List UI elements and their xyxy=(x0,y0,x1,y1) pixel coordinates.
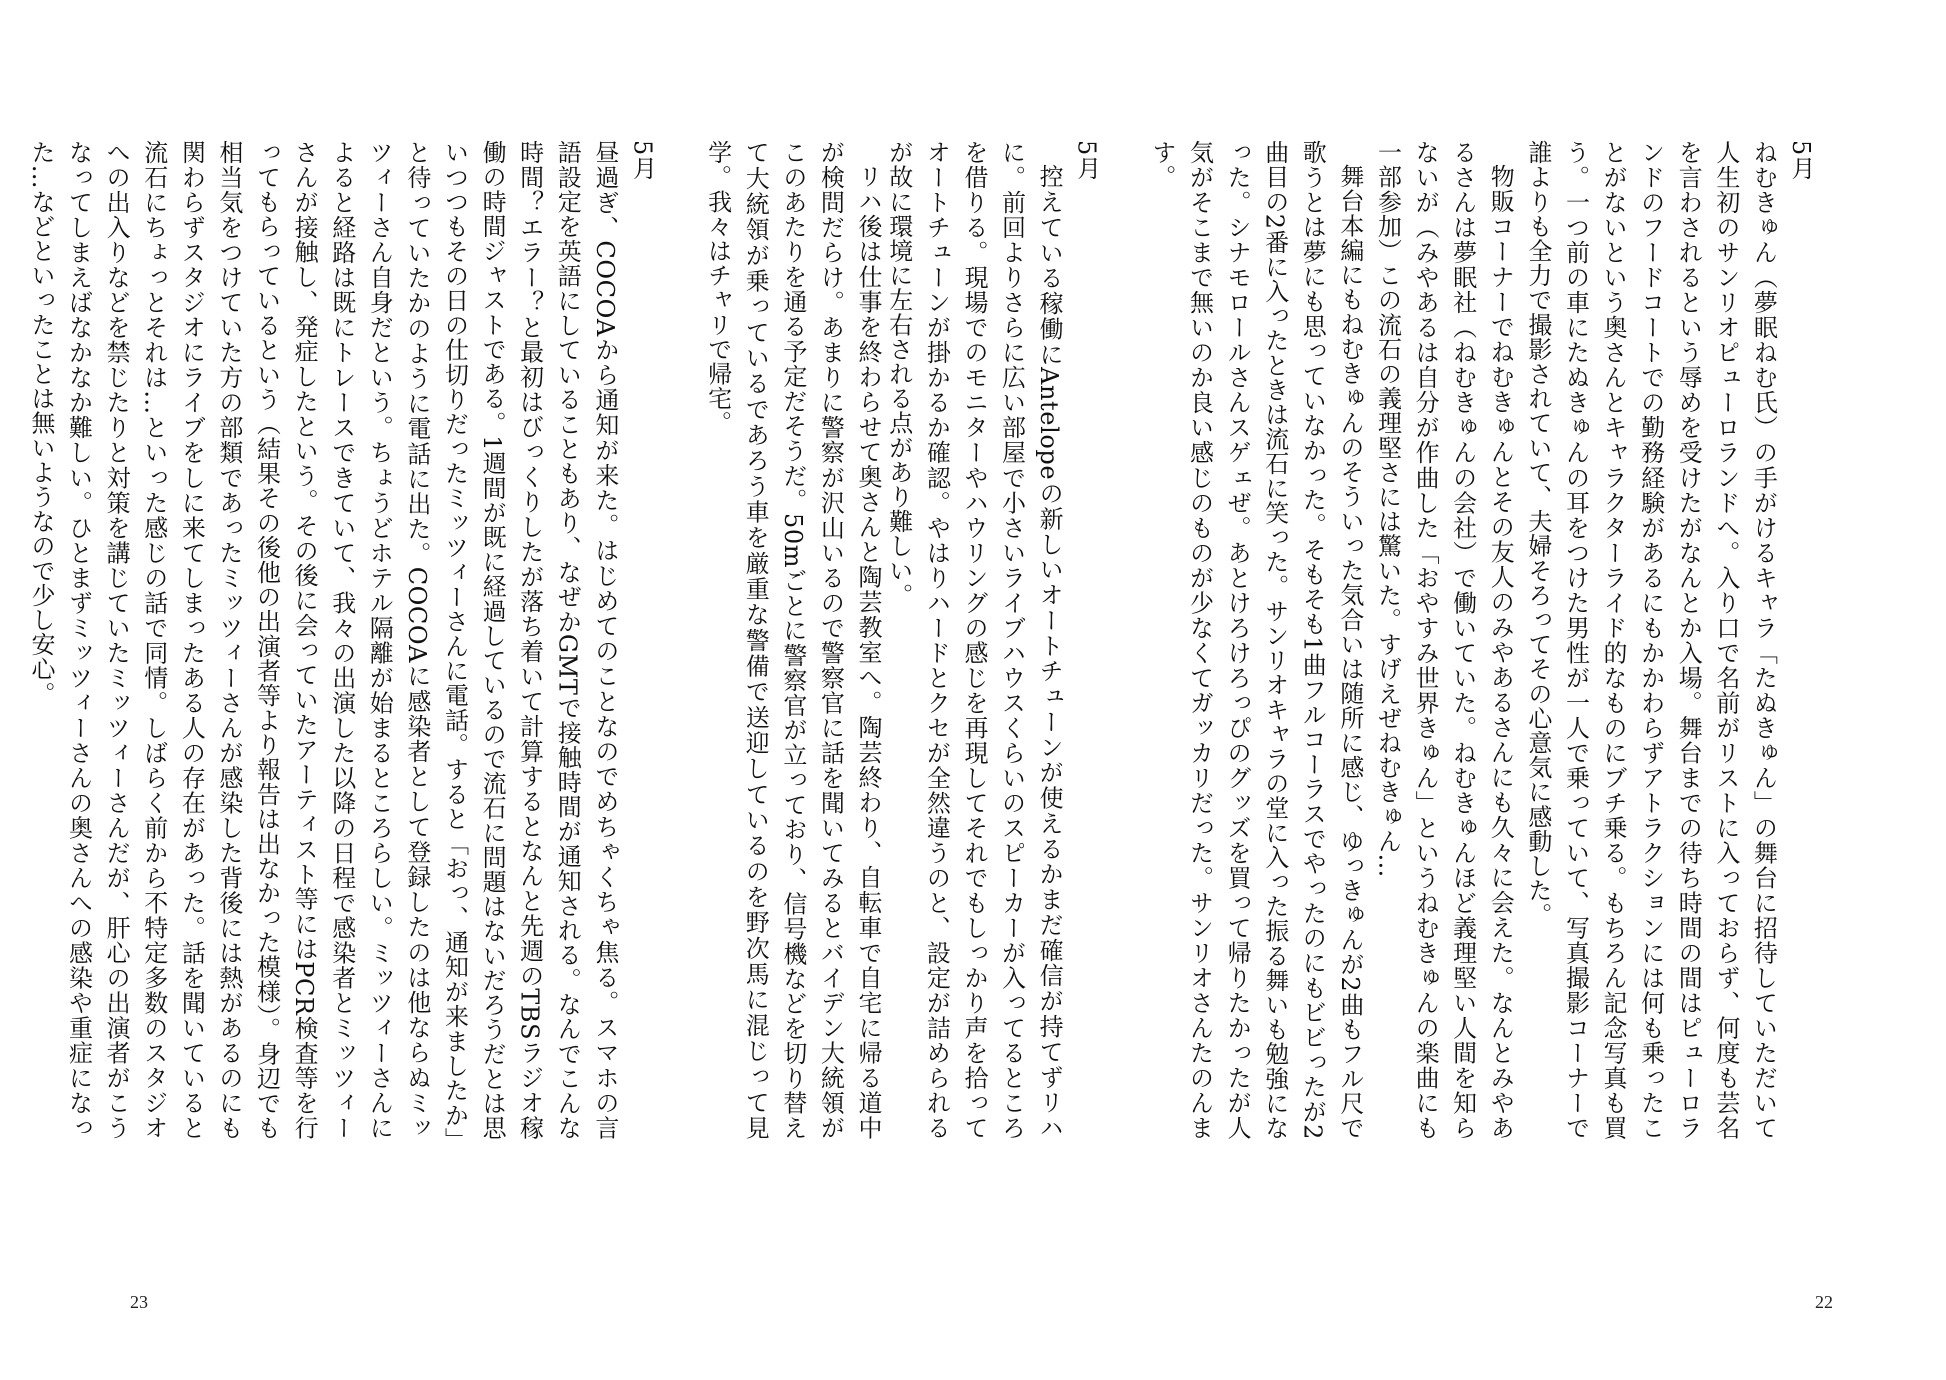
entry-date: 5月 xyxy=(1072,140,1101,181)
paragraph: 物販コーナーでねむきゅんとその友人のみやあるさんにも久々に会えた。なんとみやあるさんは夢眠社（ねむきゅんの会社）で働いていた。ねむきゅんほど義理堅い人間を知らないが（みやあるは自分が作曲した「おやすみ世界きゅん」というねむきゅんの楽曲にも一部参加）この流石の義理堅さには驚いた。すげえぜねむきゅん… xyxy=(1373,140,1515,1140)
entry-date: 5月 xyxy=(1787,140,1815,181)
paragraph: リハ後は仕事を終わらせて奥さんと陶芸教室へ。陶芸終わり、自転車で自宅に帰る道中が検問だらけ。あまりに警察が沢山いるので警察官に話を聞いてみるとバイデン大統領がこのあたりを通る予定だそうだ。50mごとに警察官が立っており、信号機などを切り替えて大統領が乗っているであろう車を厳重な警備で送迎しているのを野次馬に混じって見学。我々はチャリで帰宅。 xyxy=(703,140,882,1140)
entry-gap xyxy=(1105,140,1143,1140)
entry-gap xyxy=(660,140,698,1140)
entry-gap xyxy=(0,140,21,1140)
page-number: 23 xyxy=(130,1292,148,1312)
paragraph: 舞台本編にもねむきゅんのそういった気合いは随所に感じ、ゆっきゅんが2曲もフル尺で歌うとは夢にも思っていなかった。そもそも1曲フルコーラスでやったのにもビビったが2曲目の2番に入ったときは流石に笑った。サンリオキャラの堂に入った振る舞いも勉強になった。シナモロールさんスゲェぜ。あとけろけろっぴのグッズを買って帰りたかったが人気がそこまで無いのか良い感じのものが少なくてガッカリだった。サンリオさんたのんます。 xyxy=(1147,140,1364,1140)
paragraph: 昼過ぎ、COCOAから通知が来た。はじめてのことなのでめちゃくちゃ焦る。スマホの言語設定を英語にしていることもあり、なぜかGMTで接触時間が通知される。なんでこんな時間？エラー？と最初はびっくりしたが落ち着いて計算するとなんと先週のTBSラジオ稼働の時間ジャストである。1週間が既に経過しているので流石に問題はないだろうだとは思いつつもその日の仕切りだったミッツィーさんに電話。すると「おっ、通知が来ましたか」と待っていたかのように電話に出た。COCOAに感染者として登録したのは他ならぬミッツィーさん自身だという。ちょうどホテル隔離が始まるところらしい。ミッツィーさんによると経路は既にトレースできていて、我々の出演した以降の日程で感染者とミッツィーさんが接触し、発症したという。その後に会っていたアーティスト等にはPCR検査等を行ってもらっているという（結果その後他の出演者等より報告は出なかった模様）。身辺でも相当気をつけていた方の部類であったミッツィーさんが感染した背後には熱があるのにも関わらずスタジオにライブをしに来てしまったある人の存在があった。話を聞いていると流石にちょっとそれは…といった感じの話で同情。しばらく前から不特定多数のスタジオへの出入りなどを禁じたりと対策を講じていたミッツィーさんだが、肝心の出演者がこうなってしまえばなかなか難しい。ひとまずミッツィーさんの奥さんへの感染や重症になった…などといったことは無いようなので少し安心。 xyxy=(26,140,619,1140)
page-number: 22 xyxy=(1815,1292,1833,1312)
right-page-body xyxy=(884,140,1819,1140)
paragraph: ねむきゅん（夢眠ねむ氏）の手がけるキャラ「たぬきゅん」の舞台に招待していただいて人生初のサンリオピューロランドへ。入り口で名前がリストに入っておらず、何度も芸名を言わされるという辱めを受けたがなんとか入場。舞台までの待ち時間の間はピューロランドのフードコートでの勤務経験があるにもかかわらずアトラクションには何も乗ったことがないという奥さんとキャラクターライド的なものにブチ乗る。もちろん記念写真も買う。一つ前の車にたぬきゅんの耳をつけた男性が一人で乗っていて、写真撮影コーナーで誰よりも全力で撮影されていて、夫婦そろってその心意気に感動した。 xyxy=(1523,140,1778,1140)
left-page-body xyxy=(26,140,886,1140)
right-page xyxy=(884,0,1946,1380)
entry-date: 5月 xyxy=(628,140,657,181)
paragraph: 控えている稼働にAntelopeの新しいオートチューンが使えるかまだ確信が持てずリハに。前回よりさらに広い部屋で小さいライブハウスくらいのスピーカーが入ってるところを借りる。現場でのモニターやハウリングの感じを再現してそれでもしっかり声を拾ってオートチューンが掛かるか確認。やはりハードとクセが全然違うのと、設定が詰められるが故に環境に左右される点があり難しい。 xyxy=(884,140,1064,1140)
